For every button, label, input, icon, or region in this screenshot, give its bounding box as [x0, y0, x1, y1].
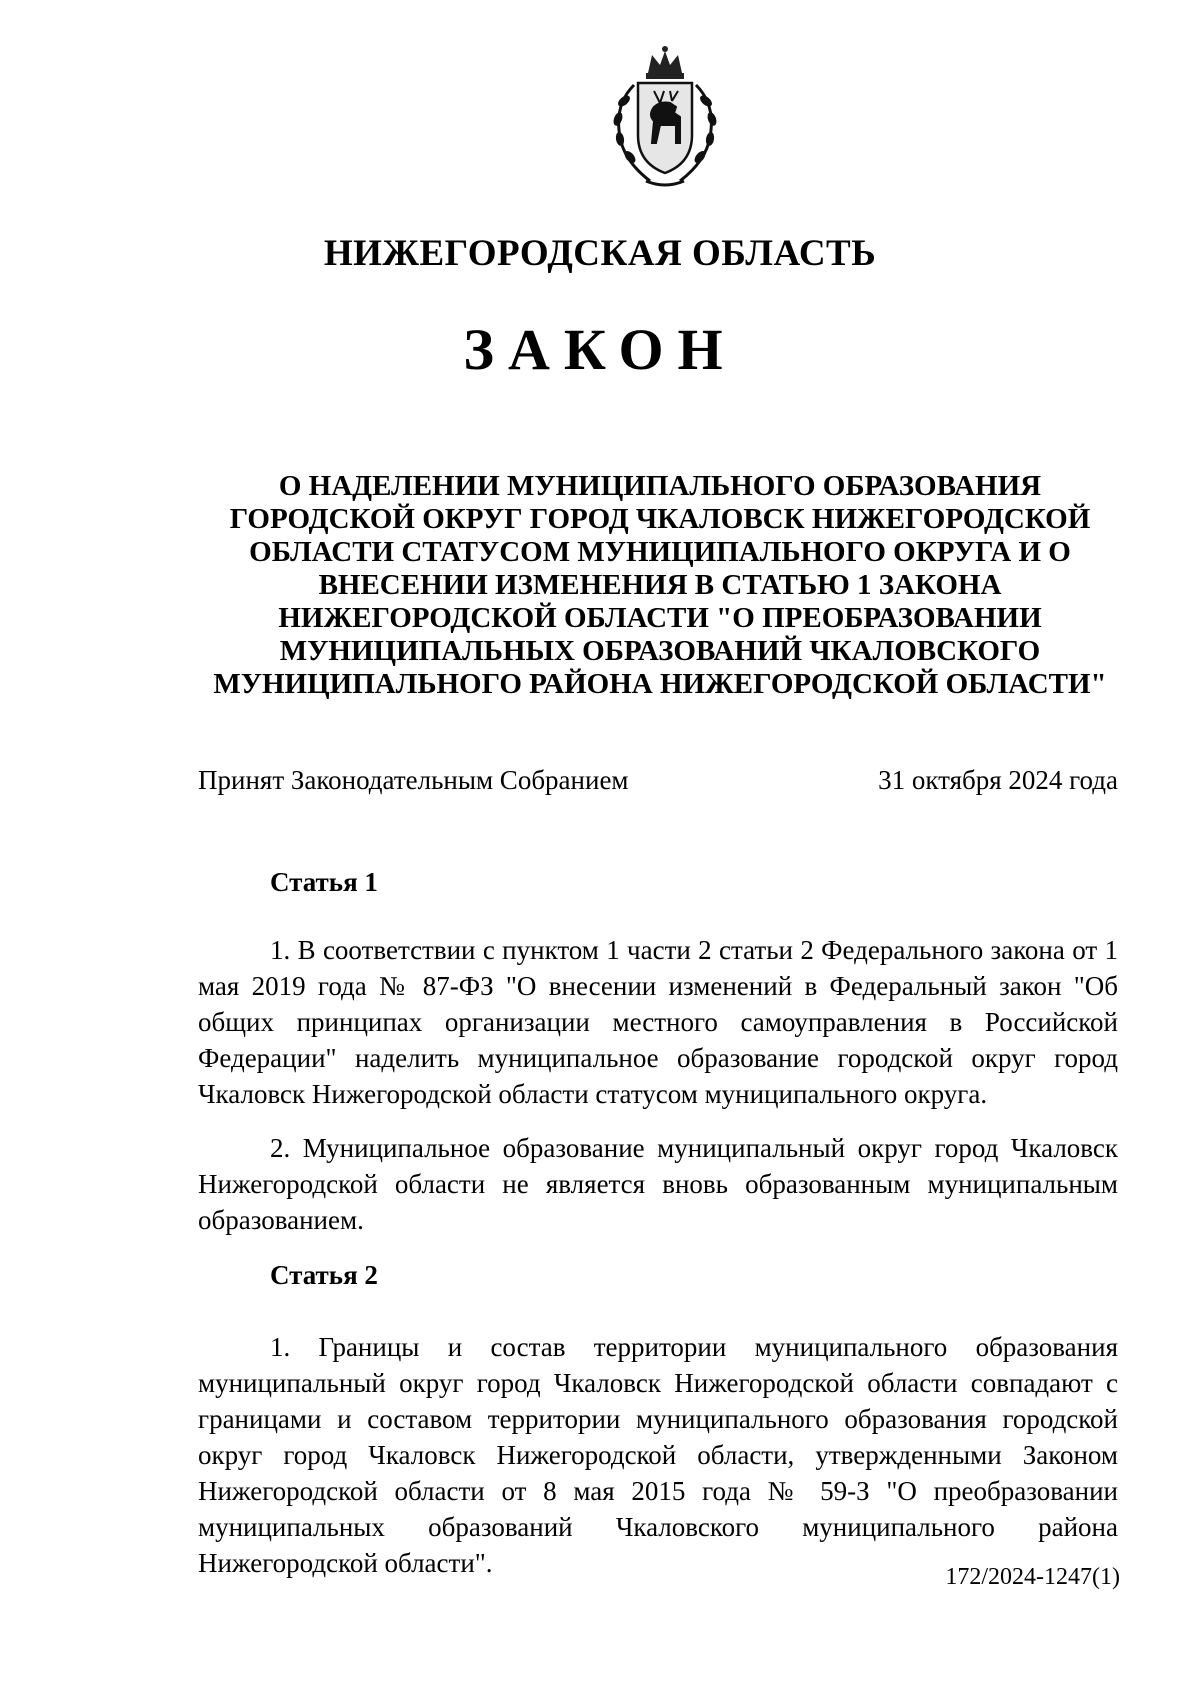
- article-1-heading: Статья 1: [270, 867, 378, 897]
- article-1-paragraph-1: 1. В соответствии с пунктом 1 части 2 статьи 2 Федерального закона от 1 мая 2019 года № 87-ФЗ "О внесении изменений в Федеральный закон "Об общих принципах организации местного самоуправления в Российской Федерации" наделить муниципальное образование городской округ город Чкаловск Нижегородской области статусом муниципального округа.: [198, 935, 1118, 1109]
- article-1-paragraph-2: 2. Муниципальное образование муниципальный округ город Чкаловск Нижегородской области не является вновь образованным муниципальным образованием.: [198, 1133, 1118, 1235]
- law-title: О НАДЕЛЕНИИ МУНИЦИПАЛЬНОГО ОБРАЗОВАНИЯ ГОРОДСКОЙ ОКРУГ ГОРОД ЧКАЛОВСК НИЖЕГОРОДСКОЙ ОБЛАСТИ СТАТУСОМ МУНИЦИПАЛЬНОГО ОКРУГА И О ВНЕСЕНИИ ИЗМЕНЕНИЯ В СТАТЬЮ 1 ЗАКОНА НИЖЕГОРОДСКОЙ ОБЛАСТИ "О ПРЕОБРАЗОВАНИИ МУНИЦИПАЛЬНЫХ ОБРАЗОВАНИЙ ЧКАЛОВСКОГО МУНИЦИПАЛЬНОГО РАЙОНА НИЖЕГОРОДСКОЙ ОБЛАСТИ": [213, 470, 1107, 700]
- region-title: НИЖЕГОРОДСКАЯ ОБЛАСТЬ: [323, 233, 877, 274]
- article-2-heading: Статья 2: [270, 1260, 378, 1290]
- adoption-label: Принят Законодательным Собранием: [198, 765, 629, 795]
- document-type: ЗАКОН: [463, 317, 737, 382]
- document-number: 172/2024-1247(1): [945, 1564, 1120, 1590]
- adoption-row: [198, 764, 1118, 796]
- article-2-paragraph-1: 1. Границы и состав территории муниципального образования муниципальный округ город Чкаловск Нижегородской области совпадают с границами и составом территории муниципального образования городской округ город Чкаловск Нижегородской области, утвержденными Законом Нижегородской области от 8 мая 2015 года № 59-З "О преобразовании муниципальных образований Чкаловского муниципального района Нижегородской области".: [198, 1332, 1118, 1578]
- coat-of-arms-icon: [590, 45, 740, 195]
- adoption-date: 31 октября 2024 года: [878, 765, 1118, 795]
